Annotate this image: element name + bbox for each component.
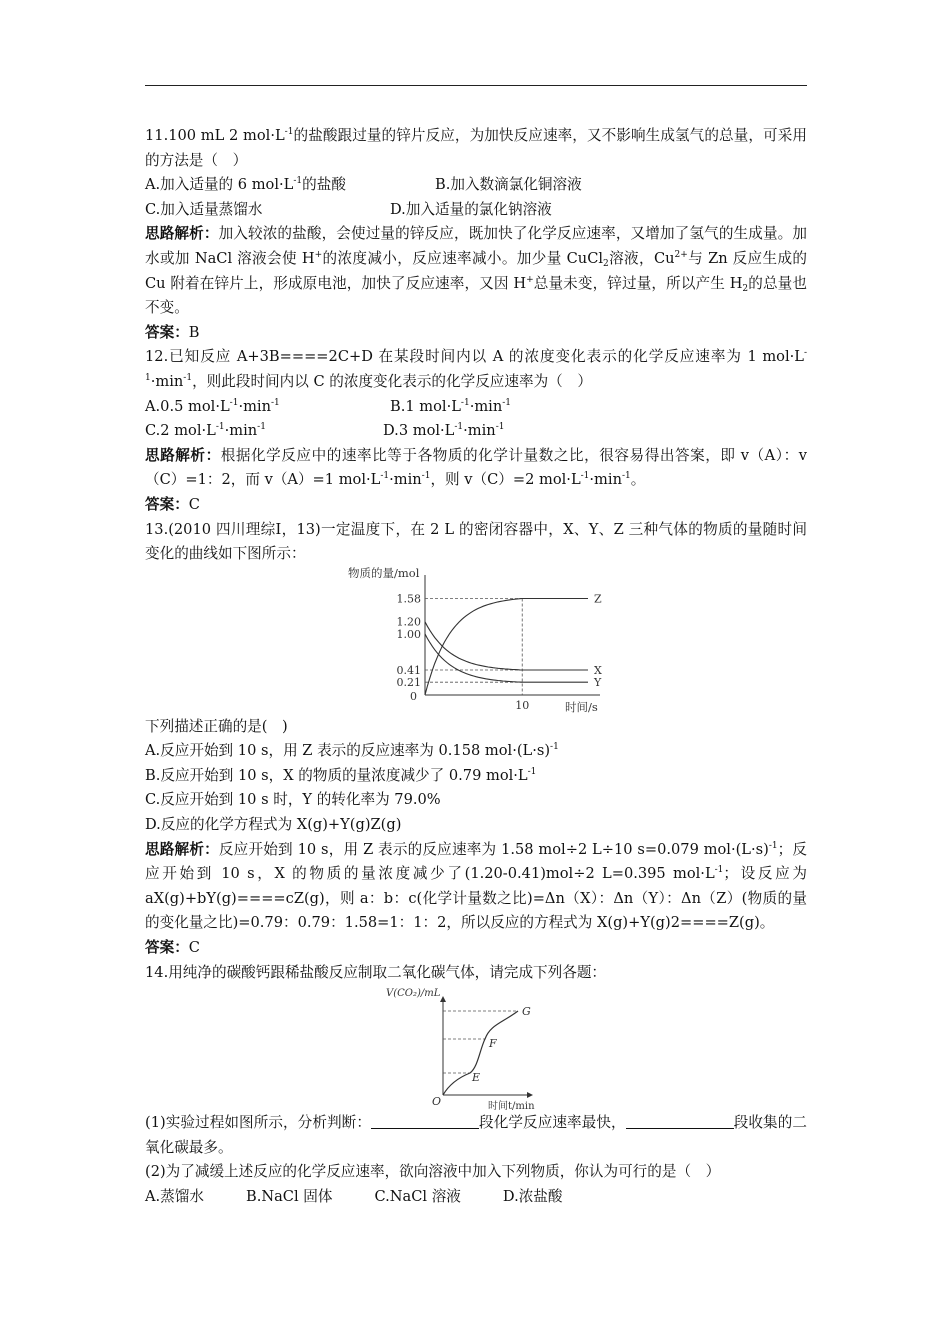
series-Z: [425, 598, 588, 695]
q12-analysis: 思路解析：根据化学反应中的速率比等于各物质的化学计量数之比，很容易得出答案，即 v（A）：v（C）=1：2，而 v（A）=1 $mol\cdot L^{-1}\cdot\min^{-1}$，则 v（C）=2 $mol\cdot L^{-1}\cdot\min^{-1}$。: [145, 446, 807, 489]
series-X: [425, 621, 588, 669]
q11-option-d: D.加入适量的氯化钠溶液: [390, 200, 552, 218]
q12-option-a: A.0.5 $mol\cdot L^{-1}\cdot\min^{-1}$: [145, 397, 280, 415]
answer-blank-most[interactable]: [626, 1114, 734, 1129]
answer-blank-fastest[interactable]: [371, 1114, 479, 1129]
figure-curve: [443, 1011, 518, 1095]
chart-ticks: [397, 592, 530, 711]
series-Y: [425, 634, 588, 682]
q13-option-d: D.反应的化学方程式为 X(g)+Y(g)Z(g): [145, 816, 402, 834]
q11-option-c: C.加入适量蒸馏水: [145, 200, 263, 218]
q12-stem: 12.已知反应 A+3B====2C+D 在某段时间内以 A 的浓度变化表示的化学反应速率为 1 $mol\cdot L^{-1}\cdot\min^{-1}$，则此段时间内以 C 的浓度变化表示的化学反应速率为（ ）: [145, 348, 807, 390]
point-g: G: [522, 1005, 531, 1019]
q11-stem: 11.100 mL 2 $mol\cdot L^{-1}$的盐酸跟过量的锌片反应，为加快反应速率，又不影响生成氢气的总量，可采用的方法是（ ）: [145, 127, 807, 169]
chart-axes: [425, 575, 600, 695]
q11-options-cd: [145, 198, 807, 223]
chart-y-label: 物质的量/mol: [348, 566, 420, 580]
figure-y-label: V(CO₂)/mL: [386, 988, 441, 1000]
chart-guides: [425, 598, 522, 694]
q14-option-b: B.NaCl 固体: [245, 1188, 333, 1205]
q12-answer: 答案：C: [145, 495, 200, 513]
q13-answer: 答案：C: [145, 939, 200, 957]
q13-analysis: 思路解析：反应开始到 10 s，用 Z 表示的反应速率为 1.58 mol÷2 L÷10 s=0.079 $mol\cdot(L\cdot s)^{-1}$；反应开始到 10 s，X 的物质的量浓度减少了(1.20-0.41)mol÷2 L=0.395 $mol\cdot L^{-1}$；设反应为 aX(g)+bY(g)====cZ(g)，则 a：b：c(化学计量数之比)=Δn（X）：Δn（Y）：Δn（Z）(物质的量的变化量之比)=0.79：0.79：1.58=1：1：2，所以反应的方程式为 X(g)+Y(g)2====Z(g)。: [145, 840, 807, 932]
y-tick-label: 0.21: [396, 675, 421, 689]
q13-option-c: C.反应开始到 10 s 时，Y 的转化率为 79.0%: [145, 791, 441, 809]
series-label-Y: Y: [594, 675, 602, 689]
q13-option-b: B.反应开始到 10 s，X 的物质的量浓度减少了 0.79 $mol\cdot L^{-1}$: [145, 766, 537, 784]
point-f: F: [489, 1037, 497, 1051]
q14-sub1: (1)实验过程如图所示，分析判断： 段化学反应速率最快， 段收集的二氧化碳最多。: [145, 1114, 807, 1156]
q12-options-cd: [145, 419, 807, 444]
q11-options-ab: [145, 173, 807, 198]
q13-prompt: 下列描述正确的是( ): [145, 717, 288, 735]
q14-stem: 14.用纯净的碳酸钙跟稀盐酸反应制取二氧化碳气体，请完成下列各题：: [145, 963, 607, 981]
x-tick-label: 10: [515, 698, 530, 712]
figure-x-label: 时间t/min: [488, 1101, 535, 1112]
q14-option-c: C.NaCl 溶液: [374, 1188, 461, 1205]
q14-option-d: D.浓盐酸: [502, 1188, 563, 1205]
q11-answer: 答案：B: [145, 323, 200, 341]
amount-vs-time-chart: [340, 567, 610, 715]
chart-x-label: 时间/s: [565, 699, 598, 714]
q11-analysis: 思路解析：加入较浓的盐酸，会使过量的锌反应，既加快了化学反应速率，又增加了氢气的生成量。加水或加 NaCl 溶液会使 H+的浓度减小，反应速率减小。加少量 CuCl$_2$溶液，$Cu^{2+}$与 Zn 反应生成的 Cu 附着在锌片上，形成原电池，加快了反应速率，又因 H+总量未变，锌过量，所以产生 $H_2$的总量也不变。: [145, 225, 807, 317]
co2-volume-vs-time-figure: [380, 985, 580, 1111]
q13-stem: 13.(2010 四川理综Ⅰ，13)一定温度下，在 2 L 的密闭容器中，X、Y、Z 三种气体的物质的量随时间变化的曲线如下图所示：: [145, 520, 807, 563]
q11-option-a: A.加入适量的 6 $mol\cdot L^{-1}$的盐酸: [145, 176, 346, 194]
q12-option-d: D.3 $mol\cdot L^{-1}\cdot\min^{-1}$: [383, 422, 505, 440]
q14-options: [145, 1185, 807, 1210]
series-label-Z: Z: [594, 592, 602, 606]
origin-label: 0: [410, 689, 417, 703]
point-e: E: [472, 1071, 481, 1085]
q14-sub2: (2)为了减缓上述反应的化学反应速率，欲向溶液中加入下列物质，你认为可行的是（ ）: [145, 1163, 721, 1181]
y-tick-label: 1.20: [396, 615, 421, 629]
y-tick-label: 1.58: [396, 592, 421, 606]
q14-option-a: A.蒸馏水: [145, 1188, 204, 1205]
chart-series: [425, 592, 602, 694]
header-rule: [145, 85, 807, 86]
q12-option-c: C.2 $mol\cdot L^{-1}\cdot\min^{-1}$: [145, 422, 266, 440]
q13-option-a: A.反应开始到 10 s，用 Z 表示的反应速率为 0.158 $mol\cdot(L\cdot s)^{-1}$: [145, 742, 559, 760]
figure-origin: O: [432, 1095, 442, 1109]
y-tick-label: 0.41: [396, 663, 421, 677]
q11-option-b: B.加入数滴氯化铜溶液: [435, 176, 582, 194]
series-label-X: X: [594, 663, 602, 677]
q12-option-b: B.1 $mol\cdot L^{-1}\cdot\min^{-1}$: [390, 397, 512, 415]
y-tick-label: 1.00: [396, 627, 421, 641]
document-body: [145, 124, 807, 1210]
q12-options-ab: [145, 395, 807, 420]
